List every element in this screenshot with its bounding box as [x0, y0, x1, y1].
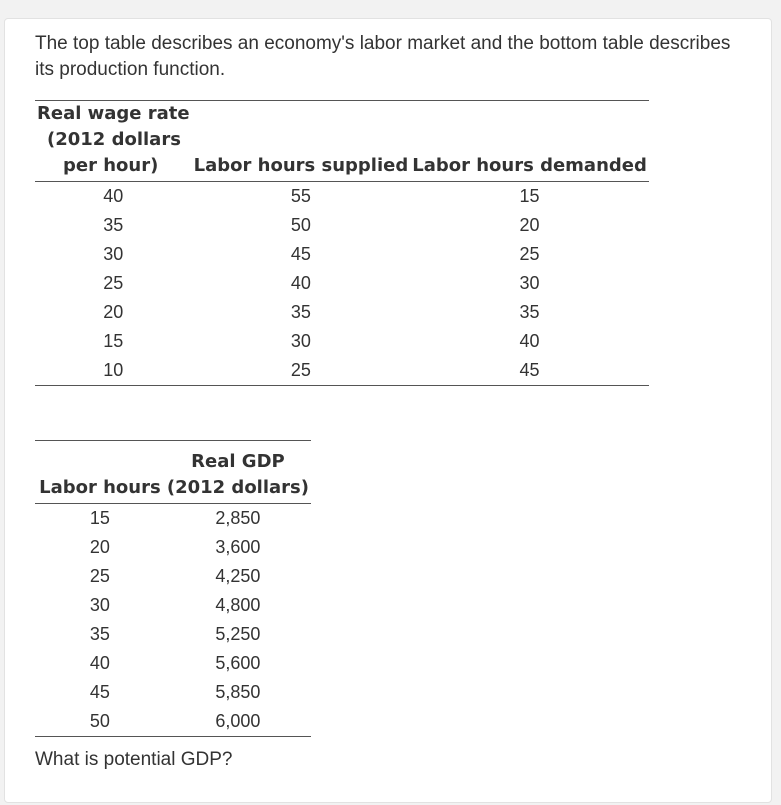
- supplied-cell: 35: [290, 302, 311, 322]
- wage-cell: 25: [103, 273, 124, 293]
- question-text: What is potential GDP?: [35, 749, 233, 770]
- labor-market-table: [35, 100, 649, 386]
- demanded-cell: 20: [519, 215, 540, 235]
- table-row: [35, 620, 311, 649]
- gdp-cell: 5,850: [215, 682, 261, 702]
- production-function-table: [35, 440, 311, 737]
- supplied-cell: 45: [290, 244, 311, 264]
- wage-cell: 15: [103, 331, 124, 351]
- supplied-cell: 40: [290, 273, 311, 293]
- supplied-cell: 25: [192, 356, 411, 386]
- wage-header-line3: per hour): [63, 155, 159, 176]
- table-row: [35, 269, 649, 298]
- demanded-cell: 15: [519, 186, 540, 206]
- table-row: [35, 327, 649, 356]
- labor-cell: 50: [35, 707, 165, 737]
- table-row: [35, 678, 311, 707]
- labor-cell: 30: [89, 595, 110, 615]
- real-gdp-header-line1: Real GDP: [191, 451, 285, 472]
- wage-cell: 40: [103, 186, 124, 206]
- supplied-cell: 50: [290, 215, 311, 235]
- demanded-cell: 45: [410, 356, 649, 386]
- wage-header-line1: Real wage rate: [37, 103, 190, 124]
- real-gdp-header-line2: (2012 dollars): [166, 477, 309, 498]
- demanded-cell: 25: [519, 244, 540, 264]
- gdp-cell: 3,600: [215, 537, 261, 557]
- gdp-cell: 4,800: [215, 595, 261, 615]
- table-row: [35, 298, 649, 327]
- table-row: [35, 649, 311, 678]
- intro-text: The top table describes an economy's labor market and the bottom table describes its production function.: [35, 33, 731, 80]
- demanded-cell: 35: [519, 302, 540, 322]
- supplied-cell: 30: [290, 331, 311, 351]
- table-row: [35, 211, 649, 240]
- labor-cell: 20: [89, 537, 110, 557]
- question-card: [4, 18, 772, 803]
- wage-cell: 35: [103, 215, 124, 235]
- labor-cell: 35: [89, 624, 110, 644]
- gdp-cell: 5,600: [215, 653, 261, 673]
- real-gdp-header: [165, 441, 311, 504]
- wage-cell: 20: [103, 302, 124, 322]
- supplied-header: Labor hours supplied: [192, 101, 411, 182]
- labor-cell: 25: [89, 566, 110, 586]
- table-row: [35, 182, 649, 212]
- labor-cell: 15: [89, 508, 110, 528]
- gdp-cell: 2,850: [215, 508, 261, 528]
- wage-header-line2: (2012 dollars: [47, 129, 181, 150]
- gdp-cell: 5,250: [215, 624, 261, 644]
- gdp-cell: 6,000: [165, 707, 311, 737]
- supplied-cell: 55: [290, 186, 311, 206]
- demanded-header: Labor hours demanded: [410, 101, 649, 182]
- table-row: [35, 533, 311, 562]
- gdp-cell: 4,250: [215, 566, 261, 586]
- wage-cell: 30: [103, 244, 124, 264]
- labor-cell: 40: [89, 653, 110, 673]
- labor-hours-header: Labor hours: [35, 441, 165, 504]
- table-row: [35, 591, 311, 620]
- table-row: [35, 562, 311, 591]
- table-row: [35, 707, 311, 737]
- table-row: [35, 240, 649, 269]
- table-row: [35, 504, 311, 534]
- demanded-cell: 40: [519, 331, 540, 351]
- wage-cell: 10: [35, 356, 192, 386]
- labor-cell: 45: [89, 682, 110, 702]
- wage-header: [35, 101, 192, 182]
- demanded-cell: 30: [519, 273, 540, 293]
- table-row: [35, 356, 649, 386]
